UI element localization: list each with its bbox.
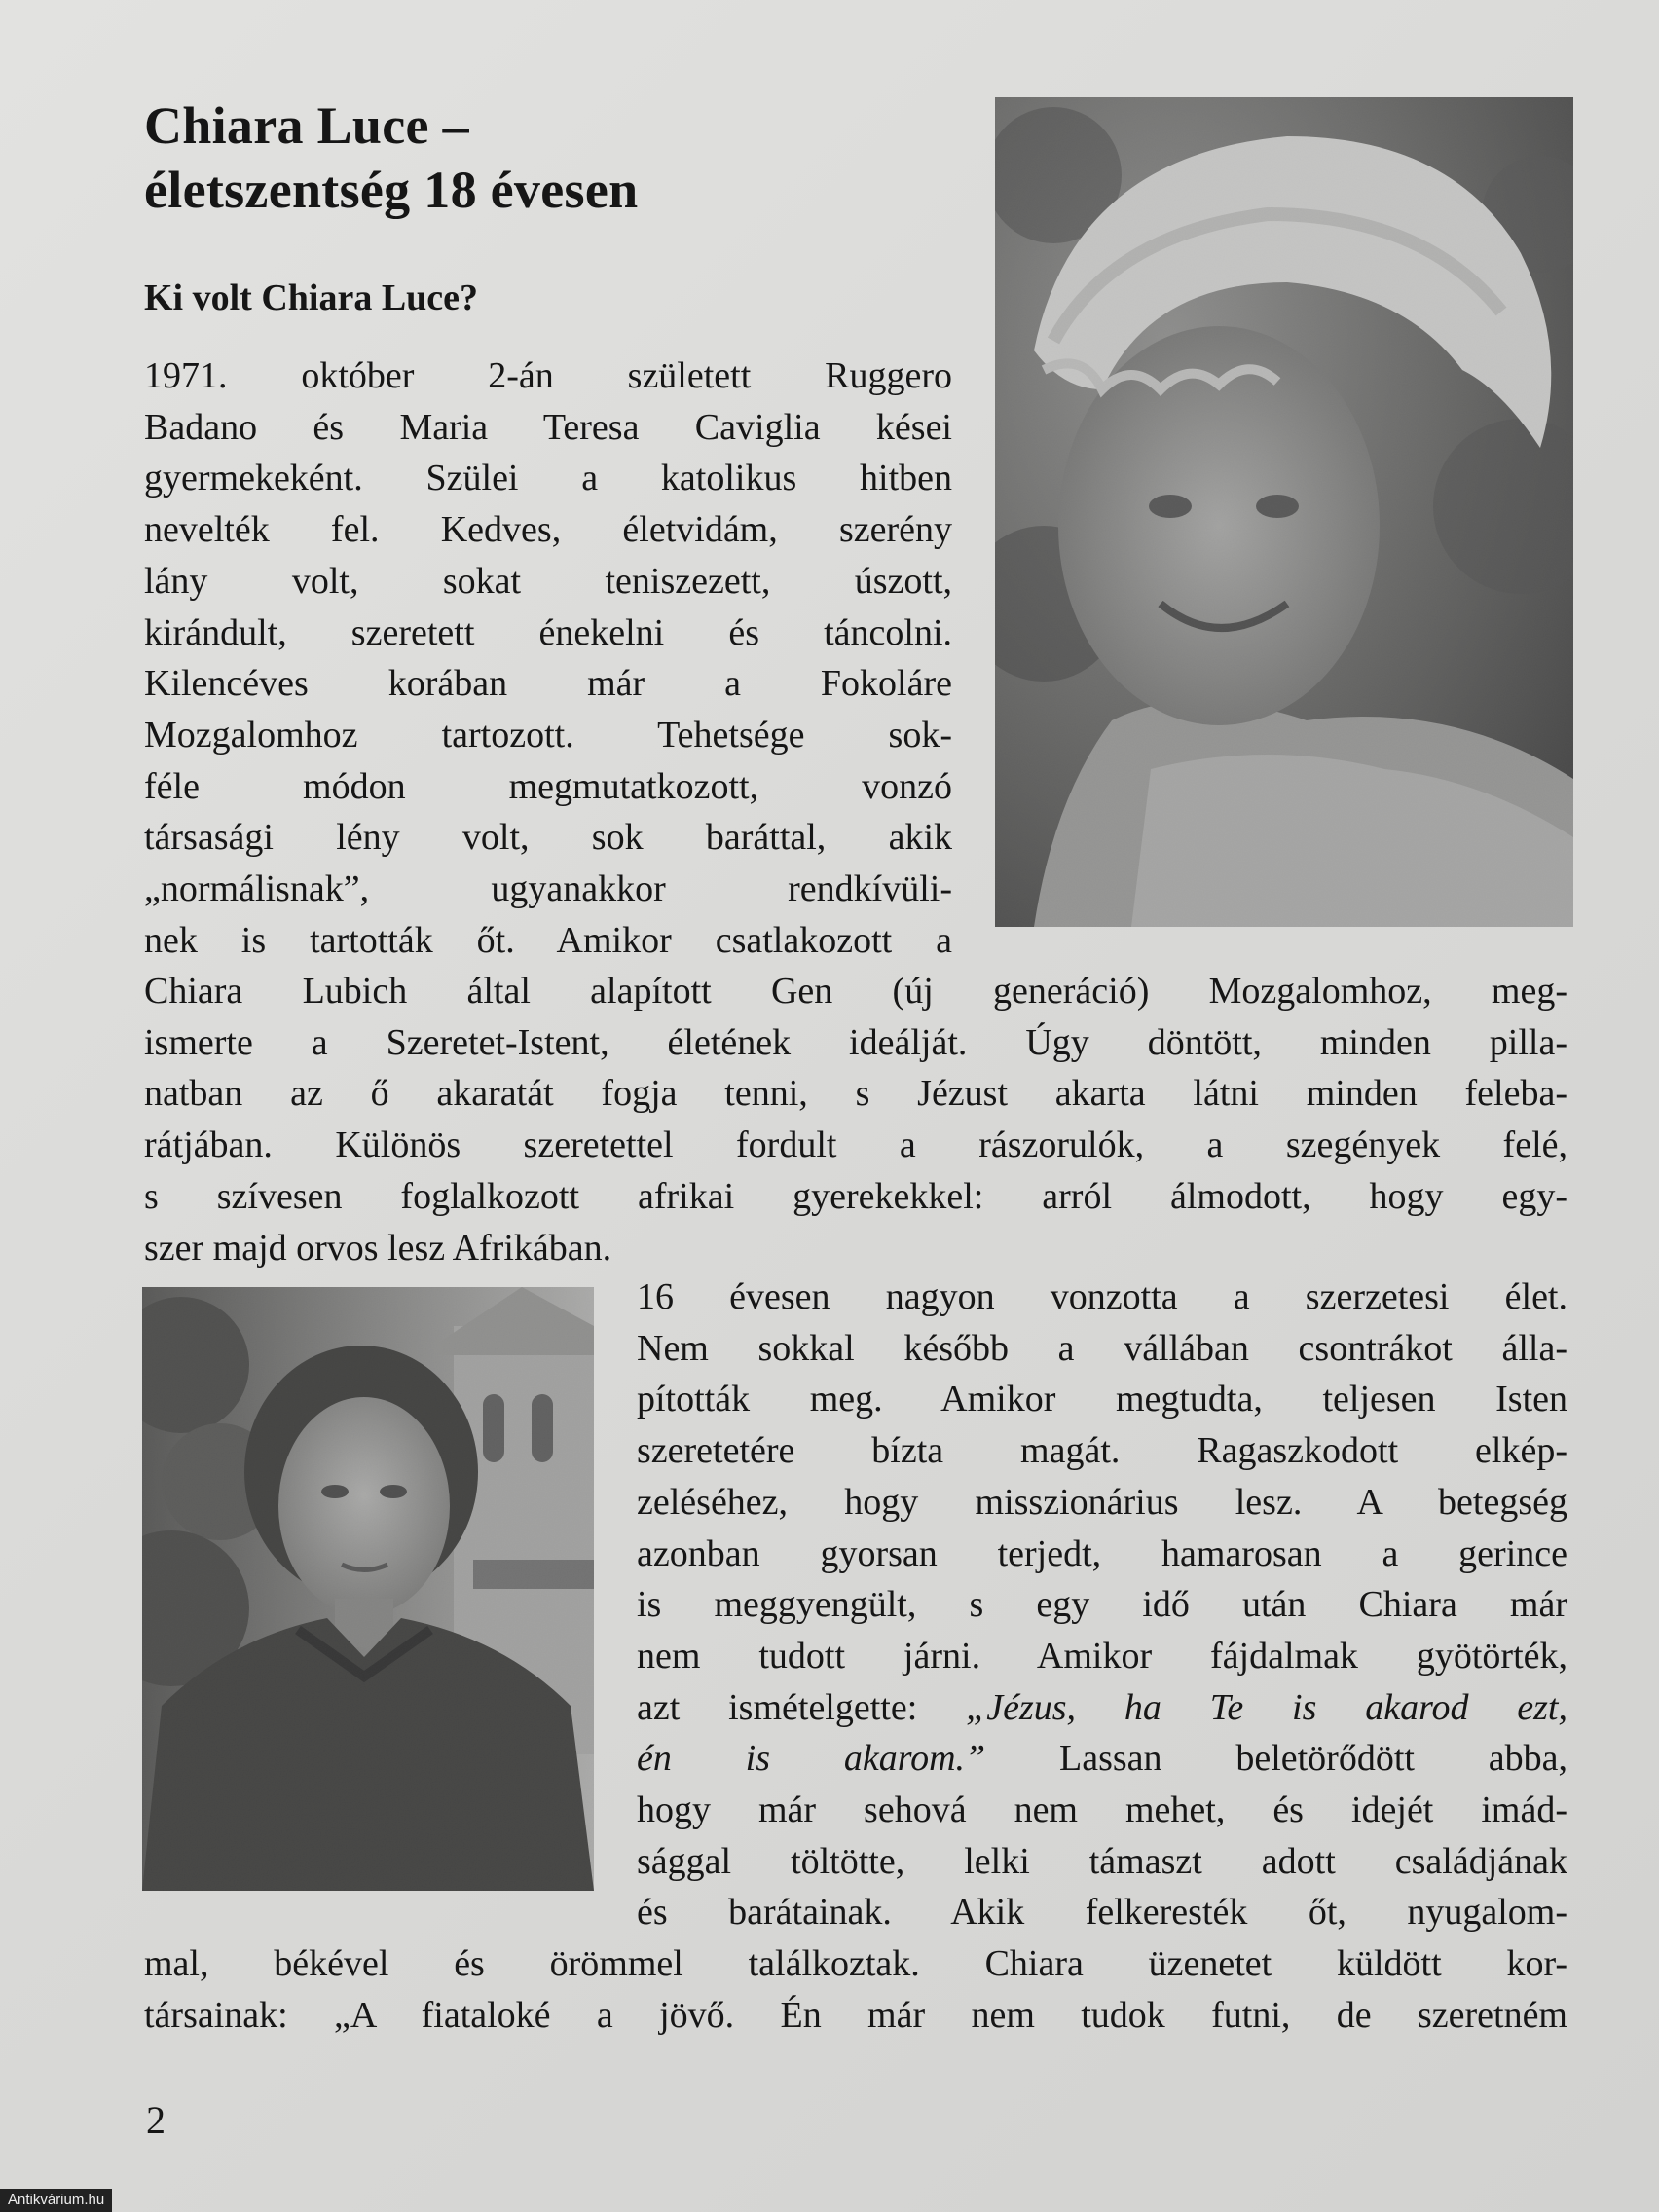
text-line: 1971. október 2-án született Ruggero	[144, 355, 952, 396]
text-line: natban az ő akaratát fogja tenni, s Jézust akarta látni minden feleba-	[144, 1073, 1567, 1115]
text-line: 16 évesen nagyon vonzotta a szerzetesi élet.	[637, 1276, 1567, 1317]
text-line: azonban gyorsan terjedt, hamarosan a gerince	[637, 1532, 1567, 1574]
paragraph-1-full	[144, 966, 1567, 1273]
photo-young-woman-image	[142, 1287, 594, 1891]
text-line: Nem sokkal később a vállában csontrákot álla-	[637, 1327, 1567, 1369]
text-line: Badano és Maria Teresa Caviglia kései	[144, 406, 952, 448]
text-line: rátjában. Különös szeretettel fordult a rászorulók, a szegények felé,	[144, 1124, 1567, 1166]
text-line: Kilencéves korában már a Fokoláre	[144, 663, 952, 705]
text-line: szeretetére bízta magát. Ragaszkodott elkép-	[637, 1430, 1567, 1472]
quote-text: „Jézus, ha Te is akarod ezt,	[966, 1686, 1567, 1728]
text-line: hogy már sehová nem mehet, és idejét imád-	[637, 1789, 1567, 1831]
watermark-label: Antikvárium.hu	[0, 2189, 112, 2212]
text-line: és barátainak. Akik felkeresték őt, nyugalom-	[637, 1892, 1567, 1934]
text-line-quote	[637, 1682, 1567, 1734]
text-line: kirándult, szeretett énekelni és táncolni.	[144, 611, 952, 653]
text-line: ismerte a Szeretet-Istent, életének ideálját. Úgy döntött, minden pilla-	[144, 1021, 1567, 1063]
paragraph-2-full	[144, 1938, 1567, 2041]
text-line: s szívesen foglalkozott afrikai gyerekekkel: arról álmodott, hogy egy-	[144, 1175, 1567, 1217]
photo-girl-with-bonnet	[995, 97, 1573, 927]
text-plain: azt ismételgette:	[637, 1686, 967, 1728]
text-line: gyermekeként. Szülei a katolikus hitben	[144, 458, 952, 499]
page-title	[144, 93, 638, 222]
text-line-quote	[637, 1733, 1567, 1785]
text-line: Mozgalomhoz tartozott. Tehetsége sok-	[144, 714, 952, 756]
photo-young-woman	[142, 1287, 594, 1891]
photo-girl-with-bonnet-image	[995, 97, 1573, 927]
text-line: nem tudott járni. Amikor fájdalmak gyötörték,	[637, 1635, 1567, 1677]
text-line: nek is tartották őt. Amikor csatlakozott a	[144, 919, 952, 961]
section-heading: Ki volt Chiara Luce?	[144, 277, 479, 318]
text-line: is meggyengült, s egy idő után Chiara már	[637, 1584, 1567, 1626]
title-line-2: életszentség 18 évesen	[144, 161, 639, 219]
text-line: társainak: „A fiataloké a jövő. Én már nem tudok futni, de szeretném	[144, 1994, 1567, 2036]
text-line: zeléséhez, hogy misszionárius lesz. A betegség	[637, 1481, 1567, 1523]
text-line: mal, békével és örömmel találkoztak. Chiara üzenetet küldött kor-	[144, 1943, 1567, 1984]
text-line: sággal töltötte, lelki támaszt adott családjának	[637, 1840, 1567, 1882]
text-line: társasági lény volt, sok baráttal, akik	[144, 817, 952, 859]
paragraph-2-right	[637, 1272, 1567, 1938]
quote-text: én is akarom.”	[637, 1738, 986, 1780]
text-line: Chiara Lubich által alapított Gen (új generáció) Mozgalomhoz, meg-	[144, 971, 1567, 1012]
page-number: 2	[146, 2098, 166, 2142]
paragraph-1-top	[144, 350, 952, 966]
text-line: pították meg. Amikor megtudta, teljesen Isten	[637, 1379, 1567, 1420]
text-line: szer majd orvos lesz Afrikában.	[144, 1227, 612, 1269]
title-line-1: Chiara Luce –	[144, 96, 469, 155]
text-line: lány volt, sokat teniszezett, úszott,	[144, 560, 952, 602]
text-plain: Lassan beletörődött abba,	[985, 1738, 1567, 1780]
text-line: féle módon megmutatkozott, vonzó	[144, 765, 952, 807]
text-line: „normálisnak”, ugyanakkor rendkívüli-	[144, 868, 952, 910]
text-line: nevelték fel. Kedves, életvidám, szerény	[144, 509, 952, 551]
